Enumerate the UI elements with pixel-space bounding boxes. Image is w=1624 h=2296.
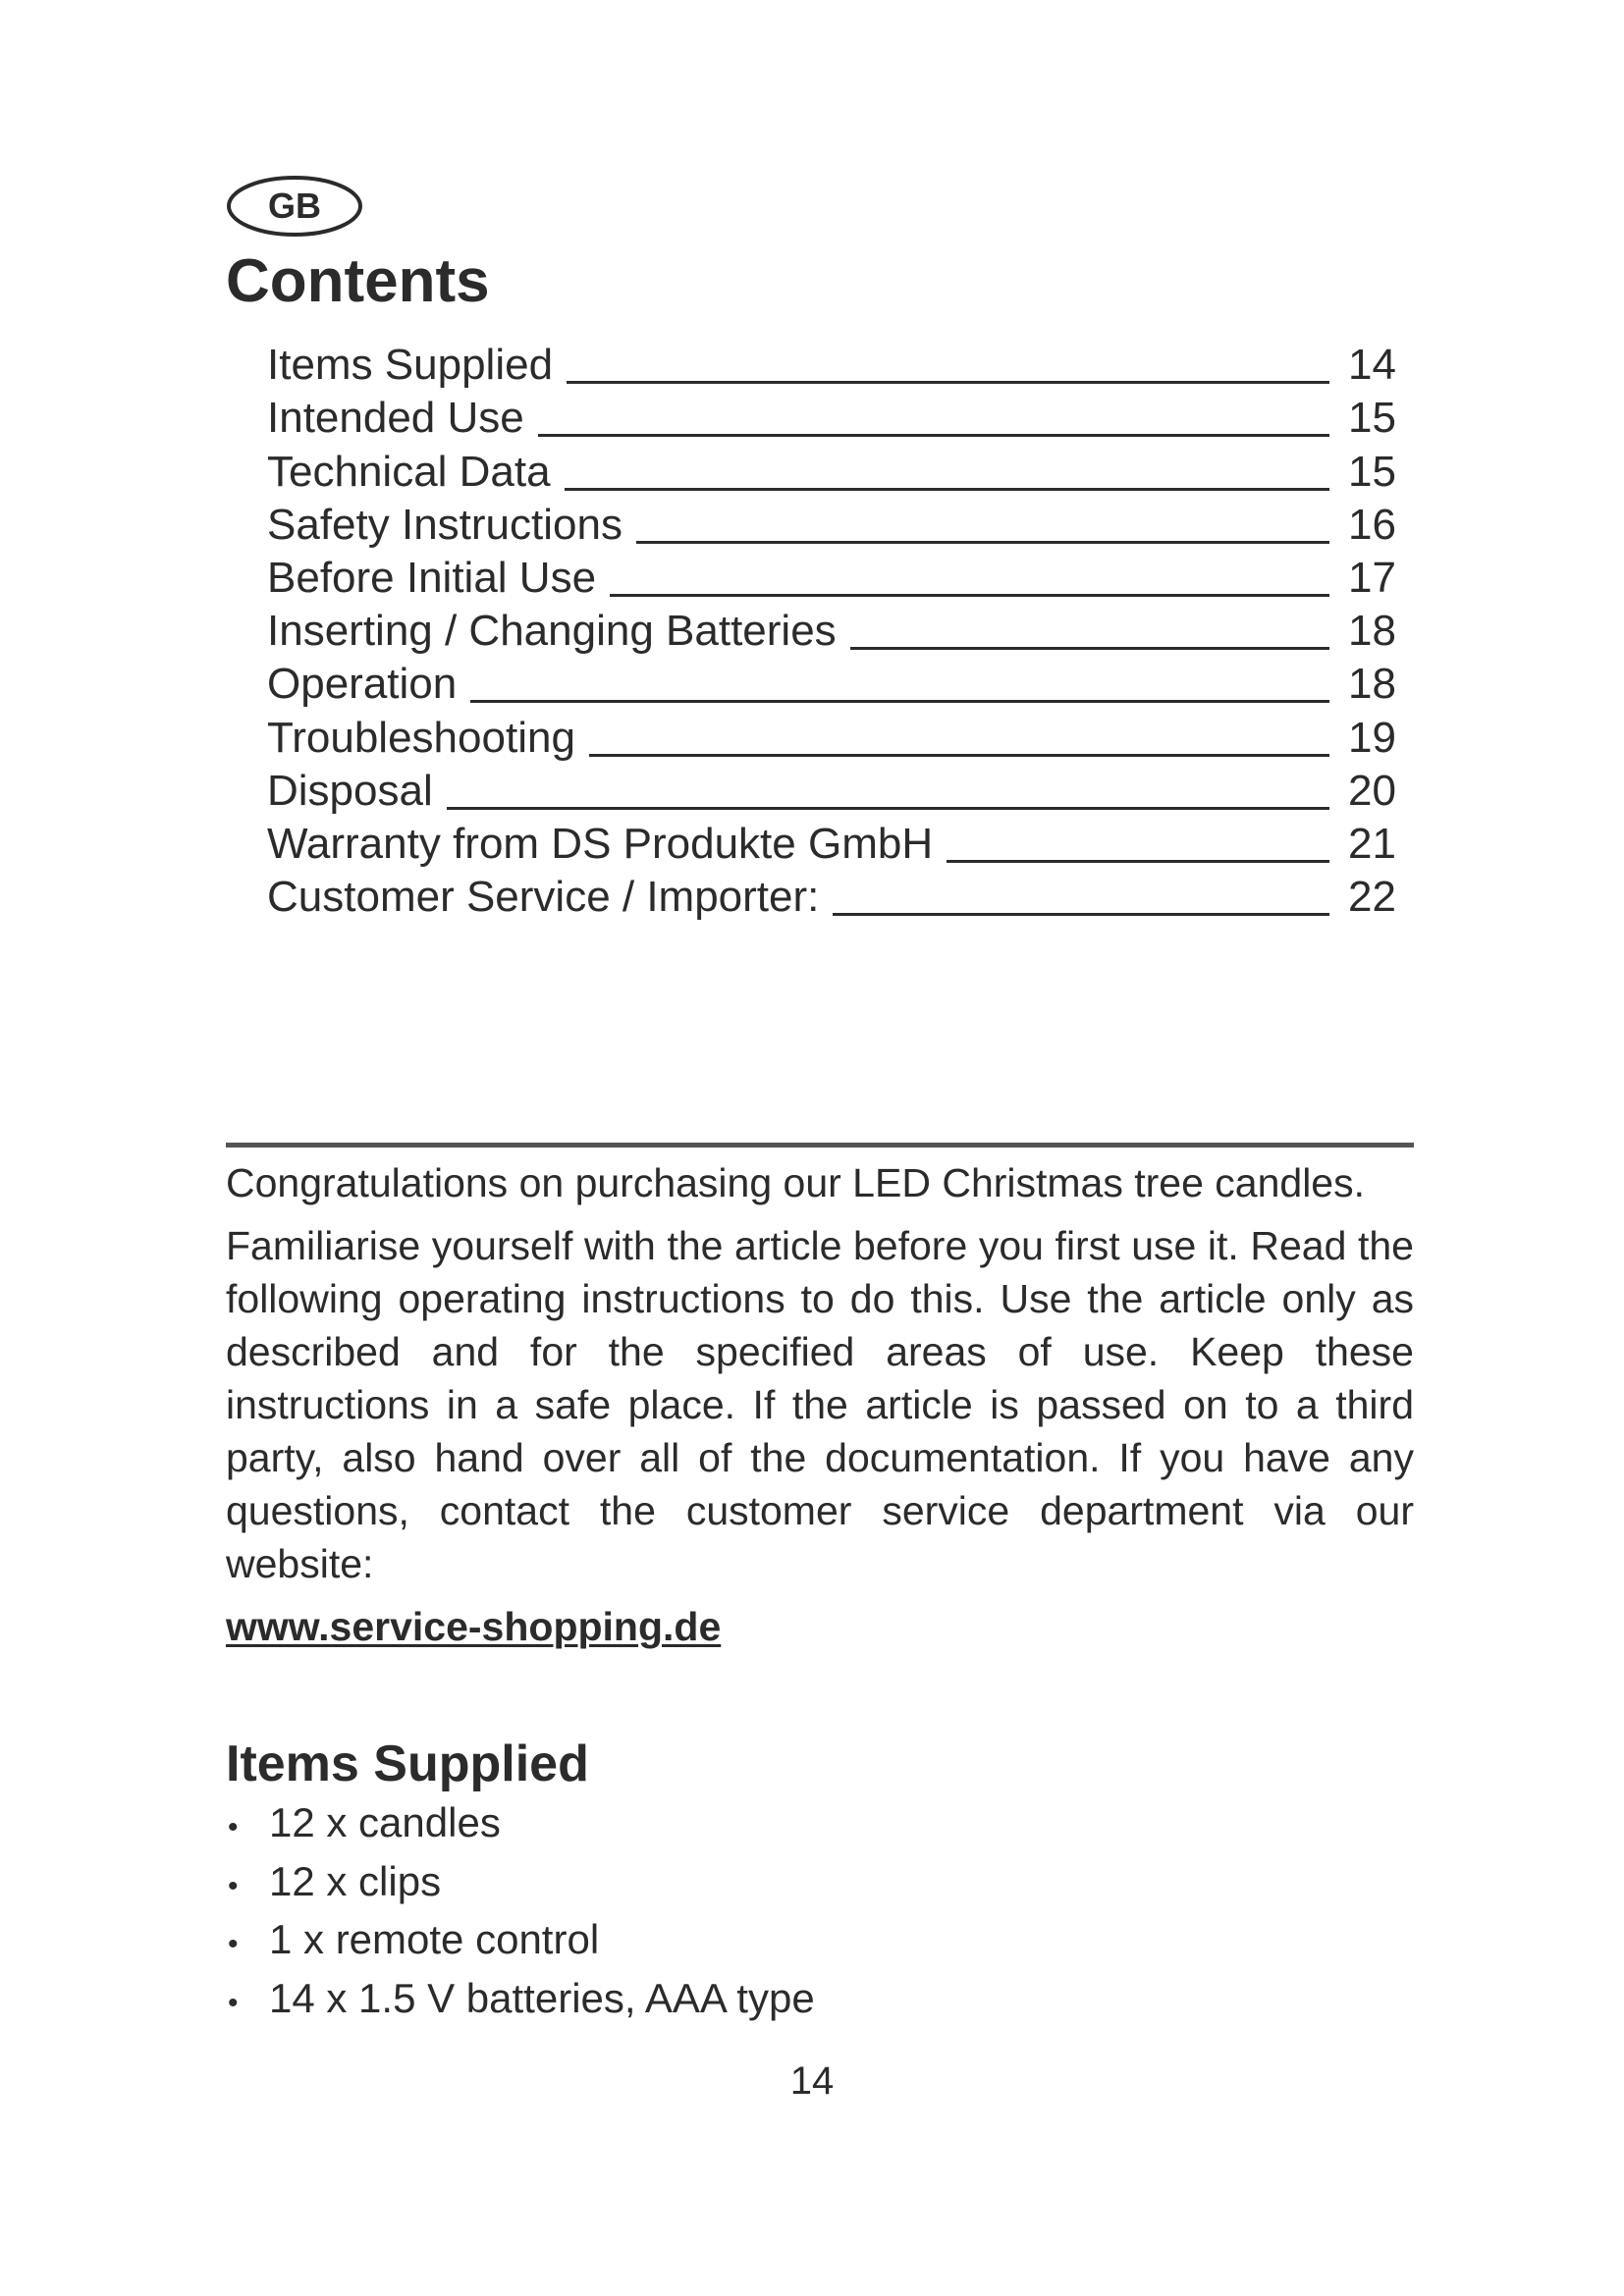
- toc-leader-line: [589, 754, 1329, 757]
- list-item-text: 12 x candles: [269, 1799, 501, 1845]
- toc-leader-line: [538, 434, 1329, 437]
- list-item-text: 14 x 1.5 V batteries, AAA type: [269, 1974, 815, 2021]
- familiarise-paragraph: Familiarise yourself with the article before you first use it. Read the following operating instructions to do this. Use the article only as described and for the specified areas of use. Keep these instructions in a safe place. If the article is passed on to a third party, also hand over all of the documentation. If you have any questions, contact the customer service department via our website:: [226, 1223, 1414, 1586]
- toc-entry-label: Intended Use: [267, 394, 524, 443]
- toc-entry: [267, 387, 1396, 443]
- toc-entry: [267, 547, 1396, 600]
- toc-entry: [267, 440, 1396, 496]
- toc-entry: [267, 600, 1396, 656]
- toc-entry-page: 22: [1348, 873, 1396, 922]
- bullet-icon: •: [228, 1928, 239, 1960]
- bullet-icon: •: [228, 1986, 239, 2019]
- congratulations-paragraph: Congratulations on purchasing our LED Christmas tree candles.: [226, 1160, 1365, 1205]
- toc-entry-page: 15: [1348, 447, 1396, 496]
- toc-entry-label: Before Initial Use: [267, 553, 597, 602]
- items-supplied-list: [226, 1796, 815, 2030]
- toc-entry-label: Technical Data: [267, 447, 551, 496]
- toc-entry-page: 20: [1348, 766, 1396, 815]
- toc-leader-line: [833, 913, 1329, 916]
- toc-entry-page: 14: [1348, 341, 1396, 390]
- toc-entry: [267, 760, 1396, 813]
- list-item: [226, 1972, 815, 2031]
- toc-entry-label: Safety Instructions: [267, 500, 623, 549]
- toc-entry-label: Operation: [267, 660, 458, 709]
- list-item-text: 1 x remote control: [269, 1916, 600, 1962]
- toc-leader-line: [610, 594, 1329, 597]
- bullet-icon: •: [228, 1811, 239, 1843]
- list-item-text: 12 x clips: [269, 1857, 442, 1904]
- table-of-contents: [267, 334, 1396, 922]
- toc-entry-page: 21: [1348, 819, 1396, 868]
- toc-entry-label: Items Supplied: [267, 341, 554, 390]
- language-code: GB: [268, 186, 321, 226]
- toc-entry-label: Disposal: [267, 766, 433, 815]
- section-divider: [226, 1143, 1414, 1148]
- toc-leader-line: [636, 541, 1329, 544]
- contents-title: Contents: [226, 247, 490, 315]
- list-item: [226, 1796, 815, 1855]
- toc-entry-label: Inserting / Changing Batteries: [267, 607, 837, 656]
- toc-leader-line: [470, 700, 1329, 703]
- website-link[interactable]: www.service-shopping.de: [226, 1604, 722, 1649]
- toc-entry-label: Warranty from DS Produkte GmbH: [267, 819, 934, 868]
- toc-entry: [267, 813, 1396, 866]
- toc-entry: [267, 653, 1396, 709]
- list-item: [226, 1855, 815, 1914]
- items-supplied-title: Items Supplied: [226, 1735, 589, 1792]
- toc-entry: [267, 494, 1396, 547]
- toc-leader-line: [947, 860, 1329, 863]
- toc-leader-line: [850, 647, 1329, 650]
- toc-entry: [267, 334, 1396, 390]
- toc-leader-line: [565, 488, 1329, 491]
- list-item: [226, 1913, 815, 1972]
- toc-entry-page: 18: [1348, 660, 1396, 709]
- toc-entry-label: Troubleshooting: [267, 713, 575, 762]
- toc-entry-page: 16: [1348, 500, 1396, 549]
- page-number: 14: [789, 2059, 835, 2103]
- toc-entry-page: 19: [1348, 713, 1396, 762]
- toc-entry-page: 18: [1348, 607, 1396, 656]
- toc-leader-line: [567, 381, 1329, 384]
- toc-leader-line: [447, 807, 1329, 810]
- introduction: [226, 1156, 1414, 1653]
- toc-entry-label: Customer Service / Importer:: [267, 873, 820, 922]
- language-badge: [226, 175, 363, 238]
- toc-entry-page: 17: [1348, 553, 1396, 602]
- toc-entry-page: 15: [1348, 394, 1396, 443]
- toc-entry: [267, 706, 1396, 762]
- toc-entry: [267, 866, 1396, 922]
- bullet-icon: •: [228, 1869, 239, 1902]
